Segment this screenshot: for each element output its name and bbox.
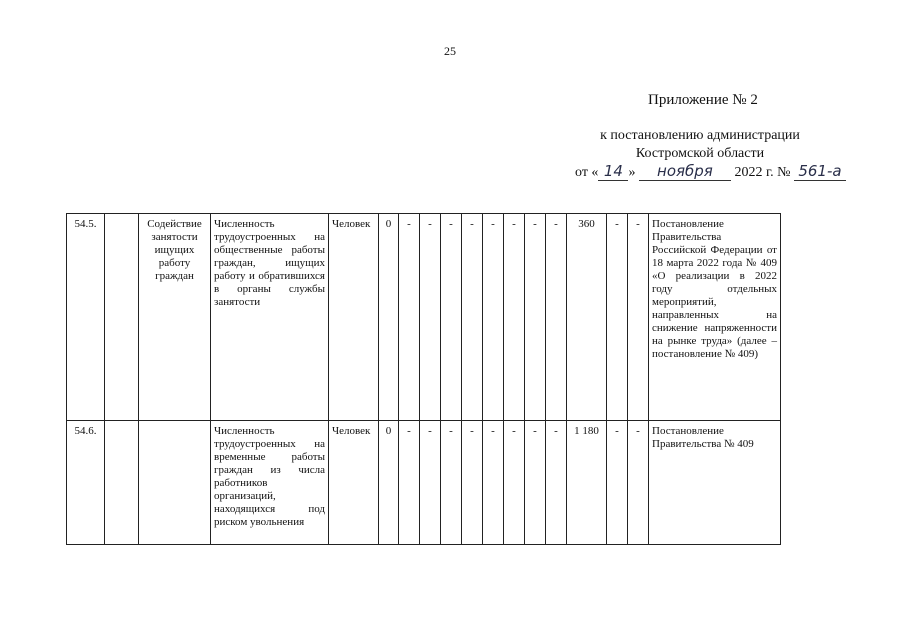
- period-value: -: [441, 421, 462, 545]
- period-value: -: [420, 214, 441, 421]
- indicators-table: [66, 213, 781, 545]
- empty-cell: [105, 214, 139, 421]
- handwritten-number: 561-а: [794, 162, 846, 181]
- legal-basis: Постановление Правительства № 409: [649, 421, 781, 545]
- period-value: -: [504, 214, 525, 421]
- table-row: [67, 214, 781, 421]
- period-value: -: [483, 421, 504, 545]
- row-index: 54.6.: [67, 421, 105, 545]
- page-number: 25: [444, 44, 456, 58]
- period-value: -: [504, 421, 525, 545]
- table-row: [67, 421, 781, 545]
- date-year: 2022 г. №: [734, 165, 791, 180]
- date-prefix: от «: [575, 165, 599, 180]
- target-value: 360: [567, 214, 607, 421]
- unit-cell: Человек: [329, 214, 379, 421]
- period-value: -: [462, 421, 483, 545]
- legal-basis: Постановление Правительства Российской Федерации от 18 марта 2022 года № 409 «О реализации в 2022 году отдельных мероприятий, направленных на снижение напряженности на рынке труда» (далее – постановление № 409): [649, 214, 781, 421]
- period-value: -: [628, 421, 649, 545]
- period-value: -: [399, 214, 420, 421]
- decree-header: [575, 127, 825, 163]
- handwritten-month: ноября: [639, 162, 731, 181]
- program-area: Содействие занятости ищущих работу граждан: [139, 214, 211, 421]
- period-value: -: [483, 214, 504, 421]
- handwritten-day: 14: [598, 162, 628, 181]
- base-value: 0: [379, 421, 399, 545]
- empty-cell: [105, 421, 139, 545]
- period-value: -: [525, 421, 546, 545]
- period-value: -: [441, 214, 462, 421]
- decree-line-2: Костромской области: [635, 146, 765, 161]
- base-value: 0: [379, 214, 399, 421]
- period-value: -: [525, 214, 546, 421]
- period-value: -: [546, 214, 567, 421]
- period-value: -: [628, 214, 649, 421]
- period-value: -: [399, 421, 420, 545]
- decree-line-1: к постановлению администрации: [600, 128, 800, 143]
- indicator-name: Численность трудоустроенных на общественные работы граждан, ищущих работу и обратившихся в органы службы занятости: [211, 214, 329, 421]
- decree-date-line: [575, 162, 846, 181]
- unit-cell: Человек: [329, 421, 379, 545]
- period-value: -: [607, 421, 628, 545]
- period-value: -: [546, 421, 567, 545]
- period-value: -: [420, 421, 441, 545]
- row-index: 54.5.: [67, 214, 105, 421]
- target-value: 1 180: [567, 421, 607, 545]
- indicator-name: Численность трудоустроенных на временные работы граждан из числа работников организаций, находящихся под риском увольнения: [211, 421, 329, 545]
- program-area: [139, 421, 211, 545]
- period-value: -: [607, 214, 628, 421]
- date-quote-close: »: [628, 165, 636, 180]
- period-value: -: [462, 214, 483, 421]
- appendix-title: Приложение № 2: [648, 92, 758, 108]
